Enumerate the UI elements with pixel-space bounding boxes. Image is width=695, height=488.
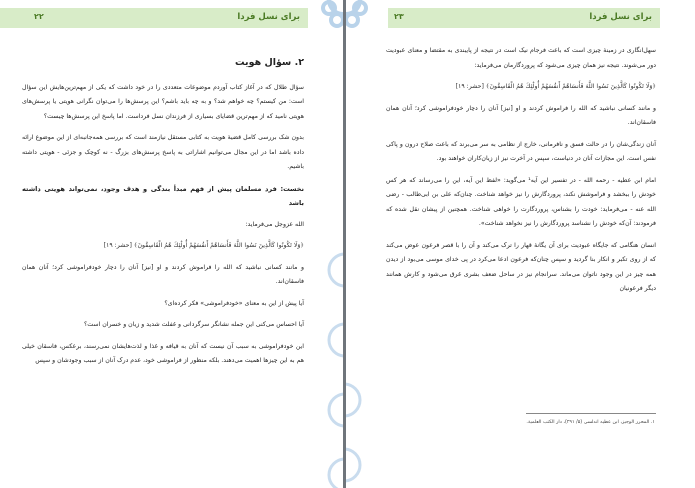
side-ornament-icon xyxy=(346,360,370,488)
page-body xyxy=(22,52,304,376)
left-page xyxy=(0,0,343,488)
verse-translation: و مانند کسانی نباشید که الله را فراموش کردند و او [نیز] آنان را دچار خودفراموشی کرد؛ آنان همان فاسقان‌اند. xyxy=(386,104,656,126)
paragraph: امام ابن عطیه - رحمه الله - در تفسیر این آیه¹ می‌گوید: «لفظ این آیه، این را می‌رساند که هر کس خودش را ببخشد و فراموشش نکند، پروردگارش را نیز خواهد شناخت. چنان‌که علی بن ابی‌طالب - رضی الله عنه - می‌فرماید: خودت را بشناس، پروردگارت را خواهی شناخت. همچنین از پیشان نقل شده که فرمودند: آن‌که خودش را نشناسد پروردگارش را نیز نخواهد شناخت». xyxy=(386,176,656,227)
question: آیا پیش از این به معنای «خودفراموشی» فکر کرده‌ای؟ xyxy=(164,299,304,307)
running-title: برای نسل فردا xyxy=(237,12,300,22)
page-number: ۲۲ xyxy=(34,12,44,21)
paragraph: بدون شک بررسی کامل قضیهٔ هویت به کتابی مستقل نیازمند است که بررسی همه‌جانبه‌ای از این موضوع ارائه داده باشد اما در این مجال می‌توانیم اشاراتی به پاسخ پرسش‌های بزرگ - نه کوچک و جزئی - هویتی داشته باشیم. xyxy=(22,134,304,170)
side-ornament-icon xyxy=(323,230,343,488)
question: آیا احساس می‌کنی این جمله نشانگر سرگردانی و غفلت شدید و زیان و خسران است؟ xyxy=(84,321,304,328)
corner-ornament-icon xyxy=(346,0,380,34)
quran-verse: ﴿وَلَا تَكُونُوا كَالَّذِينَ نَسُوا اللَّهَ فَأَنسَاهُمْ أَنفُسَهُمْ أُولَٰئِكَ هُمُ الْفَاسِقُونَ﴾ [حشر: ۱۹] xyxy=(455,83,656,90)
quote-intro: الله عزوجل می‌فرماید: xyxy=(245,220,304,228)
paragraph: آنان زندگی‌شان را در حالت فسق و نافرمانی، خارج از نظامی به سر می‌برند که باعث صلاح درون و پاکی نفس است. این مجازات آنان در دنیاست، سپس در آخرت نیز از زیان‌کاران خواهند بود. xyxy=(386,140,656,162)
corner-ornament-icon xyxy=(309,0,343,34)
page-header xyxy=(388,8,660,28)
page-header xyxy=(0,8,308,28)
right-page xyxy=(346,0,695,488)
quran-verse: ﴿وَلَا تَكُونُوا كَالَّذِينَ نَسُوا اللَّهَ فَأَنسَاهُمْ أَنفُسَهُمْ أُولَٰئِكَ هُمُ الْفَاسِقُونَ﴾ [حشر: ۱۹] xyxy=(103,242,304,249)
verse-translation: و مانند کسانی نباشید که الله را فراموش کردند و او [نیز] آنان را دچار خودفراموشی کرد؛ آنان همان فاسقان‌اند. xyxy=(22,263,304,285)
paragraph: سؤال طلال که در آغاز کتاب آوردم موضوعات متعددی را در خود داشت که یکی از مهم‌ترین‌هایش این سؤال است: من کیستم؟ چه خواهم شد؟ و به چه باید باشم؟ این پرسش‌ها را می‌توان نگرانی هویتی یا پرسش‌های هویتی نامید که از مهم‌ترین قضایای بسیاری از فرزندان نسل فرداست. اما پاسخ این پرسش‌ها چیست؟ xyxy=(22,83,304,120)
page-number: ۲۳ xyxy=(394,12,404,21)
subheading: نخست: فرد مسلمان پیش از فهم مبدأ بندگی و هدف وجود، نمی‌تواند هویتی داشته باشد xyxy=(22,184,304,207)
page-body xyxy=(386,44,656,304)
footnote-divider xyxy=(526,413,656,414)
paragraph: سهل‌انگاری در زمینهٔ چیزی است که باعث فرجام نیک است در نتیجه از پایبندی به مقتضا و معنای عبودیت دور می‌شوند. نتیجه نیز همان چیزی می‌شود که پروردگارمان می‌فرماید: xyxy=(386,47,656,69)
paragraph: این خودفراموشی به سبب آن نیست که آنان به قیافه و غذا و لذت‌هایشان نمی‌رسند، برعکس، فاسقان خیلی هم به این چیزها اهمیت می‌دهند. بلکه منظور از فراموشی خود، عدم درک آنان از سبب وجودشان و سپس xyxy=(22,342,304,364)
footnote: ۱. المحرر الوجیز، ابن عطیه اندلسی (۵/ ۲۹۱)، دار الکتب العلمیة. xyxy=(526,420,655,425)
section-heading: ۲. سؤال هویت xyxy=(234,57,304,68)
paragraph: انسان هنگامی که جایگاه عبودیت برای آن یگانهٔ قهار را ترک می‌کند و آن را با قصر فرعون عوض می‌کند که از روی تکبر و انکار بنا گردید و سپس چنان‌که فرعون ادعا می‌کرد در پی خدای موسی می‌بود از دیدن همه چیز در این وجود ناتوان می‌ماند. سرانجام نیز در ساحل ضعف بشری غرق می‌شود و کارش همانند دیگر فرعونیان xyxy=(386,241,656,292)
running-title: برای نسل فردا xyxy=(589,12,652,22)
